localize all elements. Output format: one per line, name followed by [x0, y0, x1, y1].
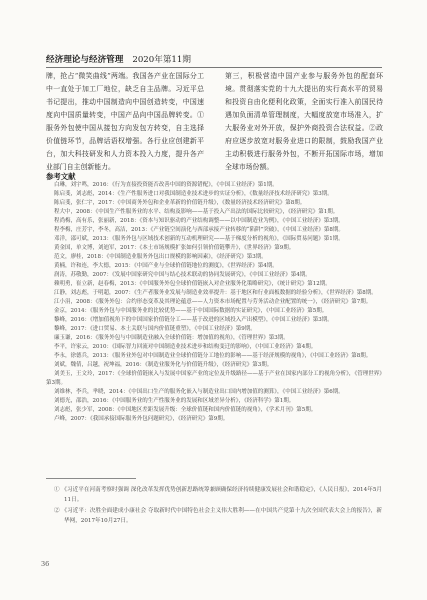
issue-label: 2020年第11期 — [132, 55, 191, 65]
reference-item: 刘斌，魏倩，吕越，祝坤福，2016：《制造业服务化与价值链升级》，《经济研究》第3期。 — [54, 362, 273, 368]
reference-item: 李永，徐德兵，2013：《服务业外包对中国制造业全球价值链分工地位的影响——基于经济规模的视角》，《中国工业经济》第8期。 — [54, 353, 372, 359]
references-list — [46, 181, 382, 424]
footnote-rule — [46, 478, 136, 479]
reference-item: 白琳，刘宇鸣，2016：《行为直接投资能否改善中国的资源错配》，《中国工业经济》第1期。 — [54, 182, 278, 188]
body-paragraph-right: 第三，积极营造中国产业参与服务外包的配套环境。贯彻落实党的十九大提出的实行高水平的贸易和投资自由化便利化政策，全面实行准入前国民待遇加负面清单管理制度，大幅度放宽市场准入，扩大服务业对外开放，保护外商投资合法权益。②政府应逐步放宽对服务业进口的限制，鼓励我国产业主动积极进行服务外包，不断开拓国际市场，增加全球市场份额。 — [225, 72, 383, 171]
body-column-left — [46, 70, 204, 174]
reference-item: 江静，刘志彪，于明超，2007：《生产者服务业发展与制造业效率提升：基于地区和行业面板数据的经验分析》，《世界经济》第8期。 — [54, 290, 377, 296]
reference-item: 程李梅，庄芳宇，李冬，高洁，2013：《产业链空间演化与西部承接产业转移的“陷阱”突破》，《中国工业经济》第8期。 — [54, 227, 344, 233]
reference-item: 黎峰，2017：《进口贸易、本土关联与国内价值链重塑》，《中国工业经济》第9期。 — [54, 326, 256, 332]
running-header — [46, 53, 386, 65]
body-paragraph-left: 牌，抢占“微笑曲线”两端。我国各产业在国际分工中一直处于加工厂地位，缺乏自主品牌。习近平总书记提出，推动中国制造向中国创造转变，中国速度向中国质量转变，中国产品向中国品牌转变。①服务外包使中国从接包方向发包方转变，自主选择价值链环节，品牌话语权增强。各行业应创建新平台，加大科技研发和人力资本投入力度，提升各产业部门自主创新能力。 — [46, 72, 204, 171]
reference-item: 刘维林，李兵，芈晓，2014：《中国出口生产的服务化嵌入与制造业出口国内增加值的测算》，《中国工业经济》第6期。 — [54, 389, 344, 395]
reference-item: 刘德光，邵浩，2016：《中国服务业的生产性服务业的发展和区域差异分析》，《经济科学》第1期。 — [54, 398, 295, 404]
reference-item: 黄金国，单文博，刘迪军，2017：《本土市场规模扩张如何引领价值链攀升》，《世界经济》第9期。 — [54, 245, 295, 251]
reference-item: 李平，许家云，2010：《国际智力回流对中国制造业技术进步和结构变迁的影响》，《中国工业经济》第4期。 — [54, 344, 317, 350]
reference-item: 黎峰，2016：《增加值视角下的中国国家价值链分工——基于改进的区域投入产出模型》，《中国工业经济》第3期。 — [54, 317, 333, 323]
reference-item: 范文，廖桂，2018：《中国制造业服务外包出口规模的影响因素》，《经济研究》第3期。 — [54, 254, 267, 260]
reference-item: 廉玉谦，2016：《服务外包与中国制造业融入全球价值链：增加值的视角》，《管理世界》第3期。 — [54, 335, 289, 341]
footnote-item: ② 《习近平：决胜全面建成小康社会 夺取新时代中国特色社会主义伟大胜利——在中国共产党第十九次全国代表大会上的报告》，新华网，2017年10月27日。 — [54, 508, 382, 524]
reference-item: 陈启斐，刘志彪，2014：《生产性服务进口对我国制造业技术进步的实证分析》，《数量经济技术经济研究》第3期。 — [54, 191, 333, 197]
reference-item: 卢峰，2007：《我国承接国际服务外包问题研究》，《经济研究》第9期。 — [54, 416, 229, 422]
page-number: 36 — [41, 560, 50, 568]
reference-item: 润涛，苏敬勤，2007：《发展中国家研究中国与结心技术联动的协同发展研究》，《中国工业经济》第4期。 — [54, 272, 311, 278]
reference-item: 黄楠，许和连，李大德，2015：《中国产业与全球价值链地位的测度》，《世界经济》第4期。 — [54, 263, 278, 269]
references-heading: 参考文献 — [46, 172, 76, 181]
reference-item: 刘志彪，张少军，2008：《中国地区差距发展升级：全球价值链和国内价值链的视角》，《学术月刊》第5期。 — [54, 407, 317, 413]
reference-item: 程大中，2008：《中国生产性服务业的水平、结构及影响——基于投入产出法的国际比较研究》，《经济研究》第1期。 — [54, 209, 339, 215]
reference-item: 邓洋，邵可斌，2013：《服务外包与区域技术创新的互动机理研究——基于梯度分析的视角》，《国际贸易问题》第1期。 — [54, 236, 344, 242]
footnote-item: ① 《习近平在河南考察时强调 深化改革发挥优势创新思路统筹兼顾确保经济持续健康发展社会和谐稳定》，《人民日报》，2014年5月11日。 — [54, 487, 382, 503]
reference-item: 陈启斐，张仁宇，2017：《中国商务外包和企业革新的价值链升级》，《数量经济技术经济研究》第8期。 — [54, 200, 306, 206]
reference-item: 程尚梅，高有乐，张丽新，2018：《资本与知识驱动的产业结构调整——以中国制造业为例》，《中国工业经济》第3期。 — [54, 218, 344, 224]
reference-item: 刘美玉，王文玲，2017：《全球价值链嵌入与发展中国家产业的定位及升级路径——基于产业在国家内部分工的视角分析》，《管理世界》第3期。 — [46, 371, 382, 386]
reference-item: 金京，2014：《服务外包与中国服务业的比较优势——基于中国国际数据的实证研究》，《中国工业经济》第5期。 — [54, 308, 328, 314]
journal-title: 经济理论与经济管理 — [46, 55, 124, 65]
reference-item: 江小涓，2008：《服务外包：合约形态变革及其理论蕴意——人力资本市场配置与劳务活动企业配置的统一》，《经济研究》第7期。 — [54, 299, 372, 305]
footnotes-list — [46, 486, 382, 528]
body-column-right — [225, 70, 383, 174]
reference-item: 赖明勇，崔立新，赵春梅，2013：《中国服务外包全球价值链嵌入对企业服务化策略研究》，《统计研究》第12期。 — [54, 281, 331, 287]
header-rule — [46, 67, 382, 68]
